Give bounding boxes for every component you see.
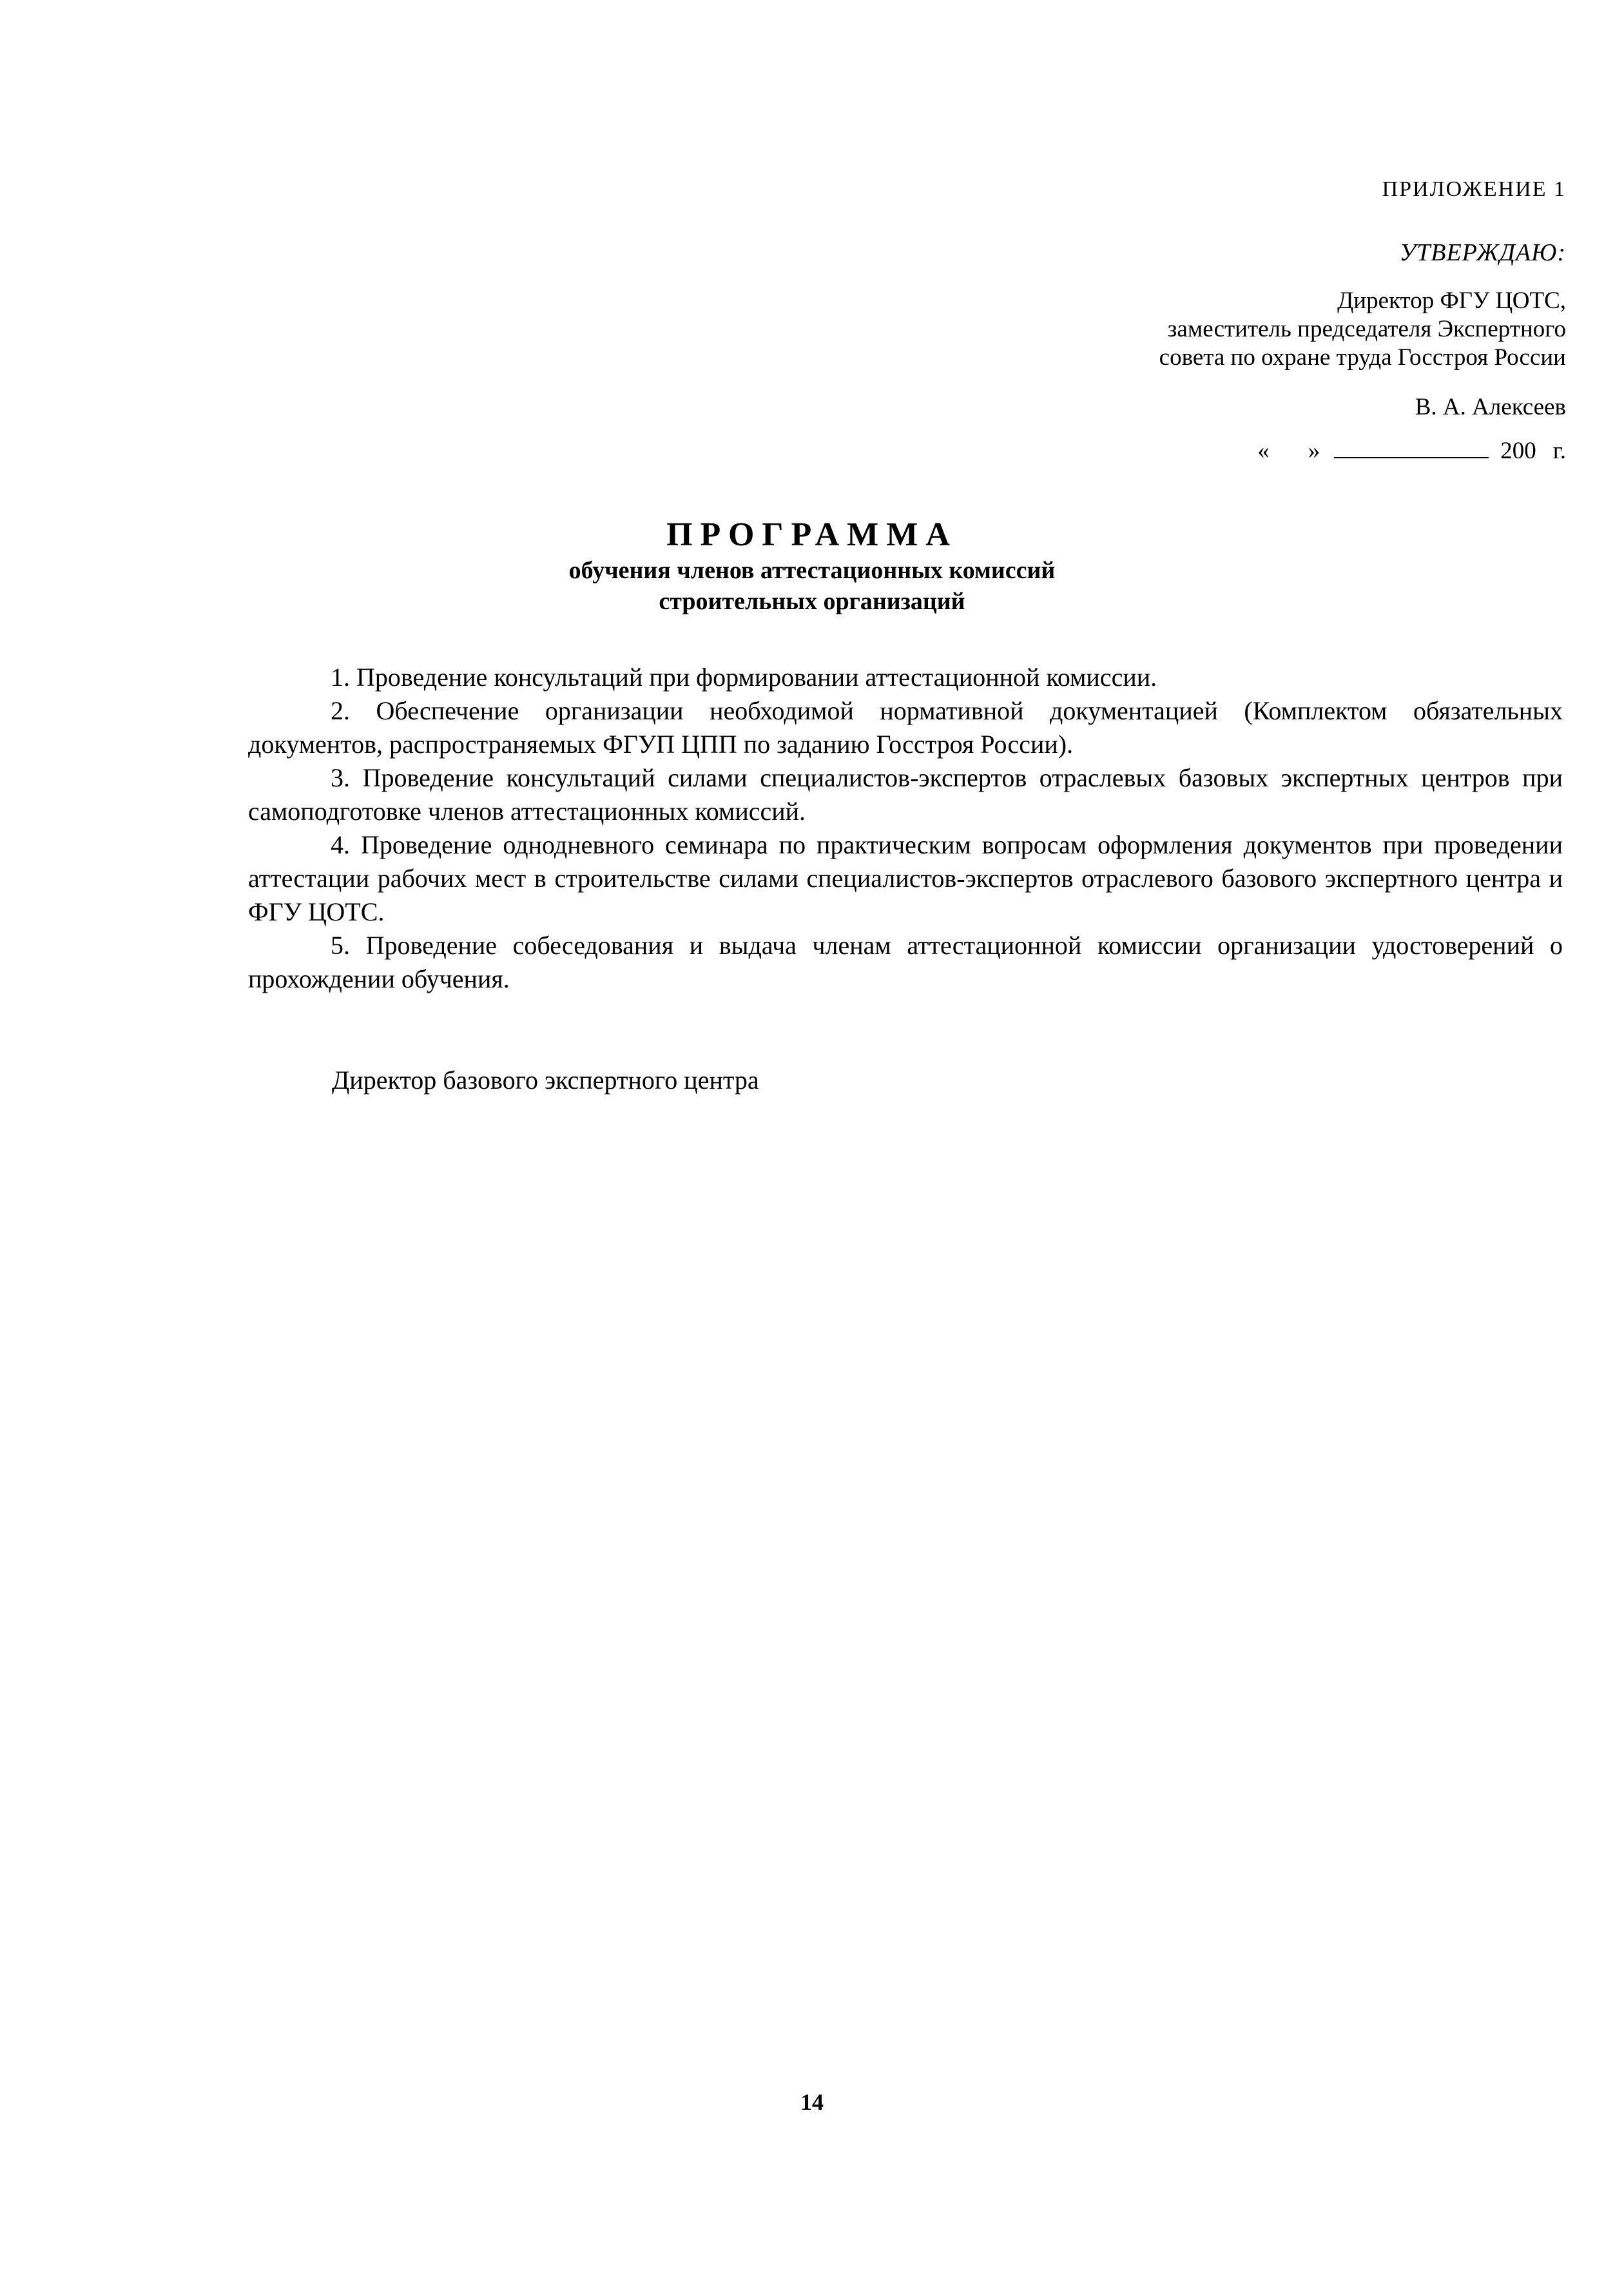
- date-open-quote: «: [1257, 438, 1270, 464]
- page-number: 14: [800, 2089, 824, 2115]
- program-item: 3. Проведение консультаций силами специалистов-экспертов отраслевых базовых экспертных центров при самоподготовке членов аттестационных комиссий.: [248, 763, 1563, 826]
- approval-date-line: [1257, 437, 1566, 465]
- program-items: [248, 661, 1563, 996]
- date-month-blank: [1334, 438, 1489, 458]
- approval-label: УТВЕРЖДАЮ:: [1399, 239, 1566, 266]
- document-subtitle-line2: строительных организаций: [659, 588, 965, 615]
- program-item: 5. Проведение собеседования и выдача членам аттестационной комиссии организации удостоверений о прохождении обучения.: [248, 931, 1563, 993]
- program-item: 2. Обеспечение организации необходимой нормативной документацией (Комплектом обязательных документов, распространяемых ФГУП ЦПП по заданию Госстроя России).: [248, 696, 1563, 759]
- date-year-suffix: г.: [1552, 438, 1566, 464]
- approver-position-line: совета по охране труда Госстроя России: [1159, 344, 1566, 371]
- appendix-label: ПРИЛОЖЕНИЕ 1: [1382, 177, 1566, 201]
- date-year: 200: [1500, 438, 1536, 464]
- date-close-quote: »: [1308, 438, 1320, 464]
- approver-position-line: Директор ФГУ ЦОТС,: [1337, 287, 1566, 314]
- document-subtitle-line1: обучения членов аттестационных комиссий: [568, 557, 1056, 584]
- director-signature-label: Директор базового экспертного центра: [332, 1066, 759, 1095]
- approver-position-line: заместитель председателя Экспертного: [1167, 316, 1566, 342]
- program-item: 4. Проведение однодневного семинара по практическим вопросам оформления документов при проведении аттестации рабочих мест в строительстве силами специалистов-экспертов отраслевого базового экспертного центра и ФГУ ЦОТС.: [248, 830, 1563, 926]
- approver-position: [986, 287, 1566, 372]
- program-item: 1. Проведение консультаций при формировании аттестационной комиссии.: [331, 663, 1157, 692]
- approver-name: В. А. Алексеев: [1415, 394, 1566, 420]
- document-title: ПРОГРАММА: [666, 516, 958, 553]
